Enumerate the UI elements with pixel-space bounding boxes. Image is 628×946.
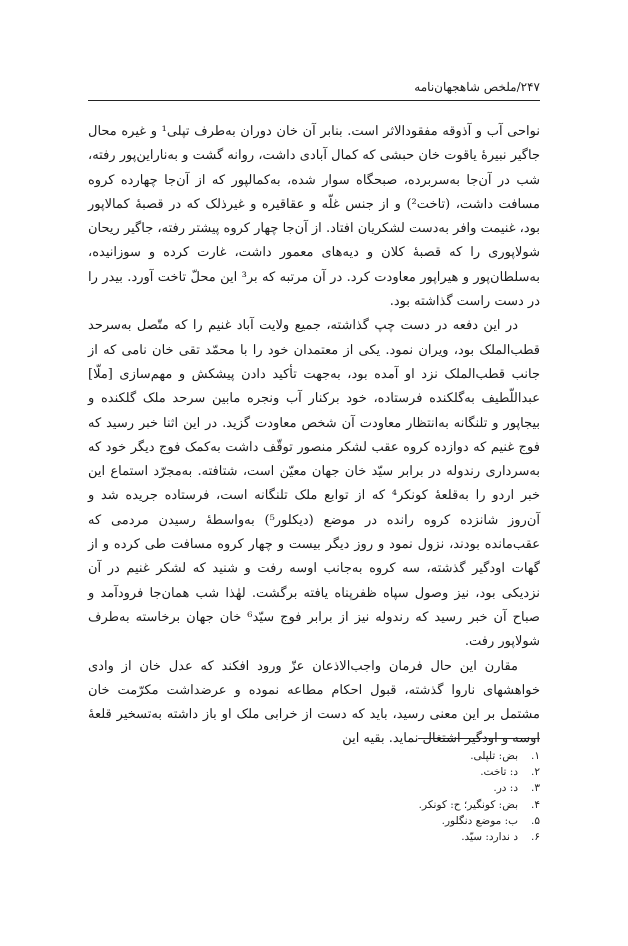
header-rule: [88, 100, 540, 101]
footnote-number: ۲.: [531, 766, 540, 779]
page-header-title: ۲۴۷/ملخص شاهجهان‌نامه: [414, 80, 540, 94]
footnote-number: ۶.: [531, 831, 540, 844]
footnote-number: ۱.: [531, 750, 540, 762]
running-header: [88, 80, 540, 96]
footnote-number: ۵.: [531, 814, 540, 827]
footnote-text: د: در.: [493, 782, 518, 795]
footnote: [330, 780, 540, 796]
paragraph-1: نواحی آب و آذوقه مفقودالاثر است. بنابر آن خان دوران به‌طرف تپلی¹ و غیره محال جاگیر نبیرهٔ یاقوت خان حبشی که کمال آبادی داشت، روانه گشت و به‌ناراین‌پور رفته، شب در آن‌جا به‌سربرده، صبحگاه سوار شده، به‌کمالپور که از آن‌جا چهارده کروه مسافت داشت، (تاخت²) و از جنس غلّه و عقاقیره و غیرذلک که در قصبهٔ کمالاپور بود، غنیمت وافر به‌دست لشکریان افتاد. از آن‌جا چهار کروه پیشتر رفته، جاگیر ریحان شولاپوری را که قصبهٔ کلان و دیه‌های معمور داشت، غارت کرده و سوزانیده، به‌سلطان‌پور و هیراپور معاودت کرد. در آن مرتبه که بر³ این محلّ تاخت آورد. بیدر را در دست راست گذاشته بود.: [88, 124, 540, 310]
footnote-text: ب: موضع دنگلور.: [441, 814, 518, 827]
footnote-number: ۳.: [531, 782, 540, 795]
footnote: [330, 797, 540, 813]
paragraph-2: در این دفعه در دست چپ گذاشته، جمیع ولایت آباد غنیم را که متّصل به‌سرحد قطب‌الملک بود، ویران نمود. یکی از معتمدان خود را با محمّد تقی خان نامی که از جانب قطب‌الملک نزد او آمده بود، به‌جهت تأکید دادن پیشکش و مهم‌سازی [ملّا] عبداللّطیف به‌گلکنده فرستاده، خود برکنار آب ونجره مابین سرحد ملک گلکنده و بیجاپور و تلنگانه به‌انتظار معاودت آن شخص معاودت گزید. در این اثنا خبر رسید که فوج غنیم که دوازده کروه عقب لشکر منصور توقّف داشت به‌کمک فوج دیگر خود که به‌سرداری رندوله در برابر سیّد خان جهان معیّن است، شتافته. به‌مجرّد استماع این خبر اردو را به‌قلعهٔ کونکر⁴ که از توابع ملک تلنگانه است، فرستاده جریده شد و آن‌روز شانزده کروه رانده در موضع (دیکلور⁵) به‌واسطهٔ رسیدن مردمی که عقب‌مانده بودند، نزول نمود و روز دیگر بیست و چهار کروه مسافت طی کرده و از گهات اودگیر گذشته، سه کروه به‌جانب اوسه رفت و شنید که لشکر غنیم در آن نزدیکی بود، نیز وصول سپاه ظفرپناه یافته برگشت. لهٰذا شب همان‌جا فرودآمد و صباح آن خبر رسید که رندوله نیز از برابر فوج سیّد⁶ خان جهان برخاسته به‌طرف شولاپور رفت.: [88, 318, 541, 650]
footnote: [330, 829, 540, 845]
footnote-number: ۴.: [531, 798, 540, 811]
body-text: [88, 120, 540, 752]
footnote: [330, 748, 540, 764]
footnote: [330, 764, 540, 780]
footnote-text: د ندارد: سیّد.: [461, 831, 518, 844]
paragraph-3: مقارن این حال فرمان واجب‌الاذعان عزّ ورود افکند که عدل خان از وادی خواهشهای ناروا گذشته، قبول احکام مطاعه نموده و عرضداشت مکرّمت خان مشتمل بر این معنی رسید، باید که دست از خرابی ملک او باز داشته به‌تسخیر قلعهٔ اوسه و اودگیر اشتغال نماید. بقیه این: [88, 658, 540, 747]
footnotes: [330, 748, 540, 845]
footnote-text: بض: کونگیر؛ ح: کونکر.: [418, 798, 518, 811]
footnote-rule: [418, 738, 540, 739]
footnote-text: د: تاخت.: [480, 766, 518, 779]
footnote-text: بض: تلپلی.: [470, 750, 518, 762]
footnote: [330, 813, 540, 829]
